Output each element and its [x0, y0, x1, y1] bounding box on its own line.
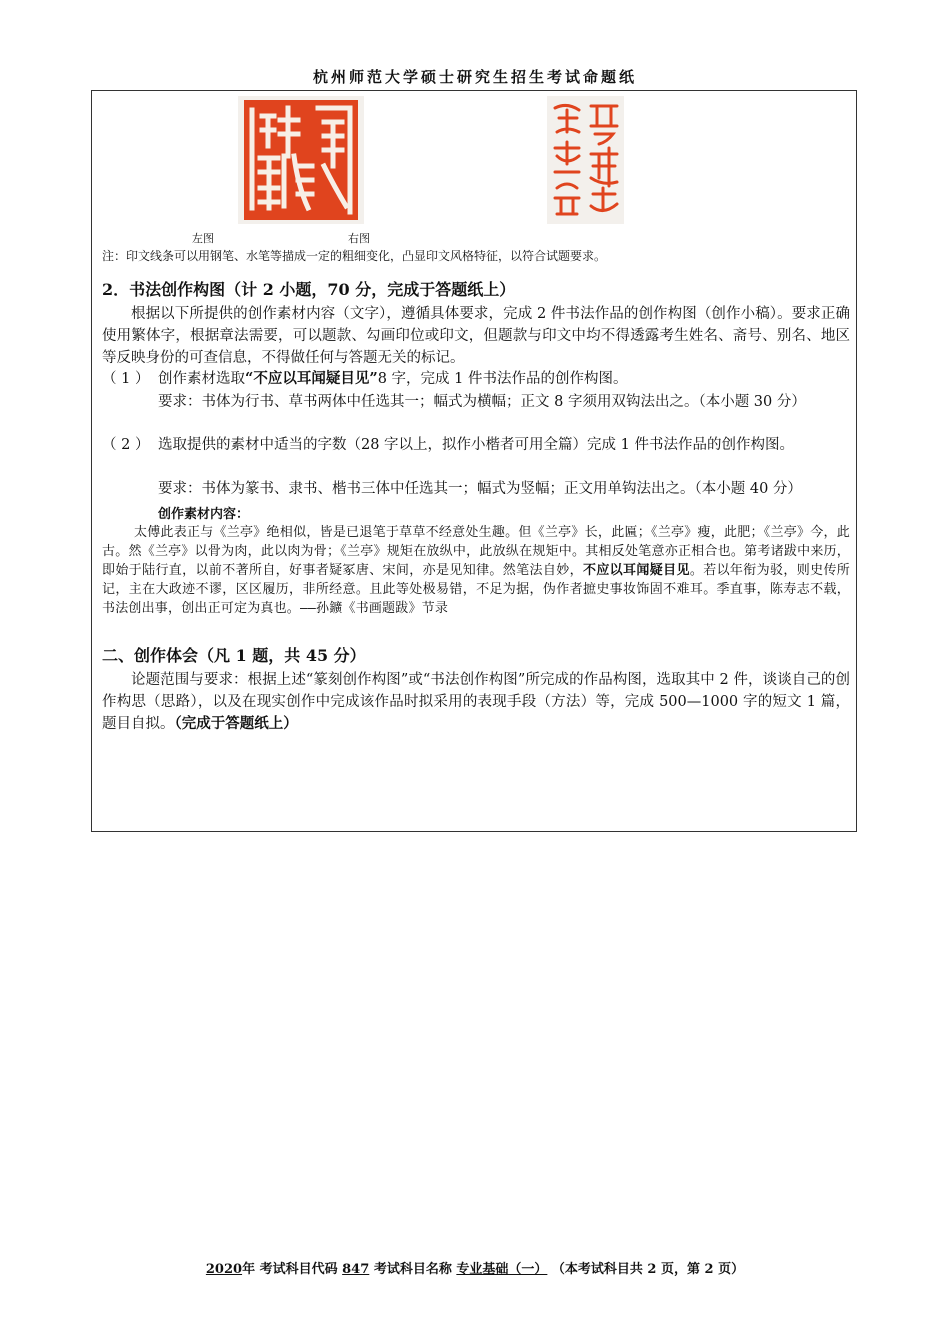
item1-quote: “不应以耳闻疑目见”	[245, 370, 378, 387]
section2-intro: 根据以下所提供的创作素材内容（文字），遵循具体要求，完成 2 件书法作品的创作构图（创作小稿）。要求正确使用繁体字，根据章法需要，可以题款、勾画印位或印文，但题款与印文中均不得透露考生姓名、斋号、别名、地区等反映身份的可查信息，不得做任何与答题无关的标记。	[102, 306, 850, 366]
item2-number: （ 2 ）	[102, 437, 150, 453]
item2-text: 选取提供的素材中适当的字数（28 字以上，拟作小楷者可用全篇）完成 1 件书法作品的创作构图。	[158, 437, 794, 453]
section3-title: 二、创作体会（凡 1 题，共 45 分）	[102, 646, 366, 665]
item2-requirement: 要求：书体为篆书、隶书、楷书三体中任选其一；幅式为竖幅；正文用单钩法出之。（本小题 40 分）	[158, 481, 802, 497]
right-seal-stamp-icon	[547, 96, 624, 224]
material-bold: 不应以耳闻疑目见	[582, 563, 690, 578]
section2-title: 2．书法创作构图（计 2 小题，70 分，完成于答题纸上）	[102, 280, 516, 299]
item1-text	[158, 368, 850, 390]
item1-text-after: 8 字，完成 1 件书法作品的创作构图。	[377, 371, 628, 387]
seal-note: 注：印文线条可以用钢笔、水笔等描成一定的粗细变化，凸显印文风格特征，以符合试题要求。	[102, 249, 607, 263]
section3-text	[102, 669, 850, 735]
section3-body: 论题范围与要求：根据上述“篆刻创作构图”或“书法创作构图”所完成的作品构图，选取其中 2 件，谈谈自己的创作构思（思路），以及在现实创作中完成该作品时拟采用的表现手段（方法）等，完成 500—1000 字的短文 1 篇，题目自拟。	[102, 672, 850, 732]
left-seal-stamp-icon	[238, 96, 364, 224]
footer-name-label: 考试科目名称	[373, 1262, 452, 1277]
left-seal-caption: 左图	[192, 232, 214, 245]
item1-requirement: 要求：书体为行书、草书两体中任选其一；幅式为横幅；正文 8 字须用双钩法出之。（本小题 30 分）	[158, 394, 806, 410]
right-seal-image	[547, 96, 624, 224]
footer-year: 2020	[205, 1262, 243, 1277]
material-before: 太傅此表正与《兰亭》绝相似，皆是已退笔于草草不经意处生趣。但《兰亭》长，此匾；《兰亭》瘦，此肥；《兰亭》今，此古。然《兰亭》以骨为肉，此以肉为骨；《兰亭》规矩在放纵中，此放纵在规矩中。其相反处笔意亦正相合也。第考诸跋中来历，即始于陆行直，以前不著所自，好事者疑冢唐、宋间，亦是见知律。然笔法自妙，	[102, 525, 850, 578]
right-seal-caption: 右图	[348, 232, 370, 245]
left-seal-image	[238, 96, 364, 224]
section3-bold-tail: （完成于答题纸上）	[174, 715, 298, 732]
page-footer	[0, 1258, 950, 1277]
material-after: 。若以年衔为驳，则史传所记，主在大政迹不谬，区区履历，非所经意。且此等处极易错，不足为据，伪作者摭史事妆饰固不难耳。季直事，陈寿志不载，书法创出事，创出正可定为真也。——孙鑛《书画题跋》节录	[102, 563, 851, 616]
material-label: 创作素材内容：	[158, 507, 250, 522]
footer-year-suffix: 年 考试科目代码	[242, 1262, 338, 1277]
item1-number: （ 1 ）	[102, 371, 150, 387]
material-text	[102, 523, 850, 618]
item1-text-before: 创作素材选取	[158, 371, 245, 387]
footer-code: 847	[342, 1262, 370, 1277]
exam-content-frame	[91, 90, 857, 832]
footer-pages: （本考试科目共 2 页，第 2 页）	[551, 1262, 745, 1277]
footer-name: 专业基础（一）	[456, 1262, 548, 1277]
page-header-title: 杭州师范大学硕士研究生招生考试命题纸	[312, 68, 637, 86]
